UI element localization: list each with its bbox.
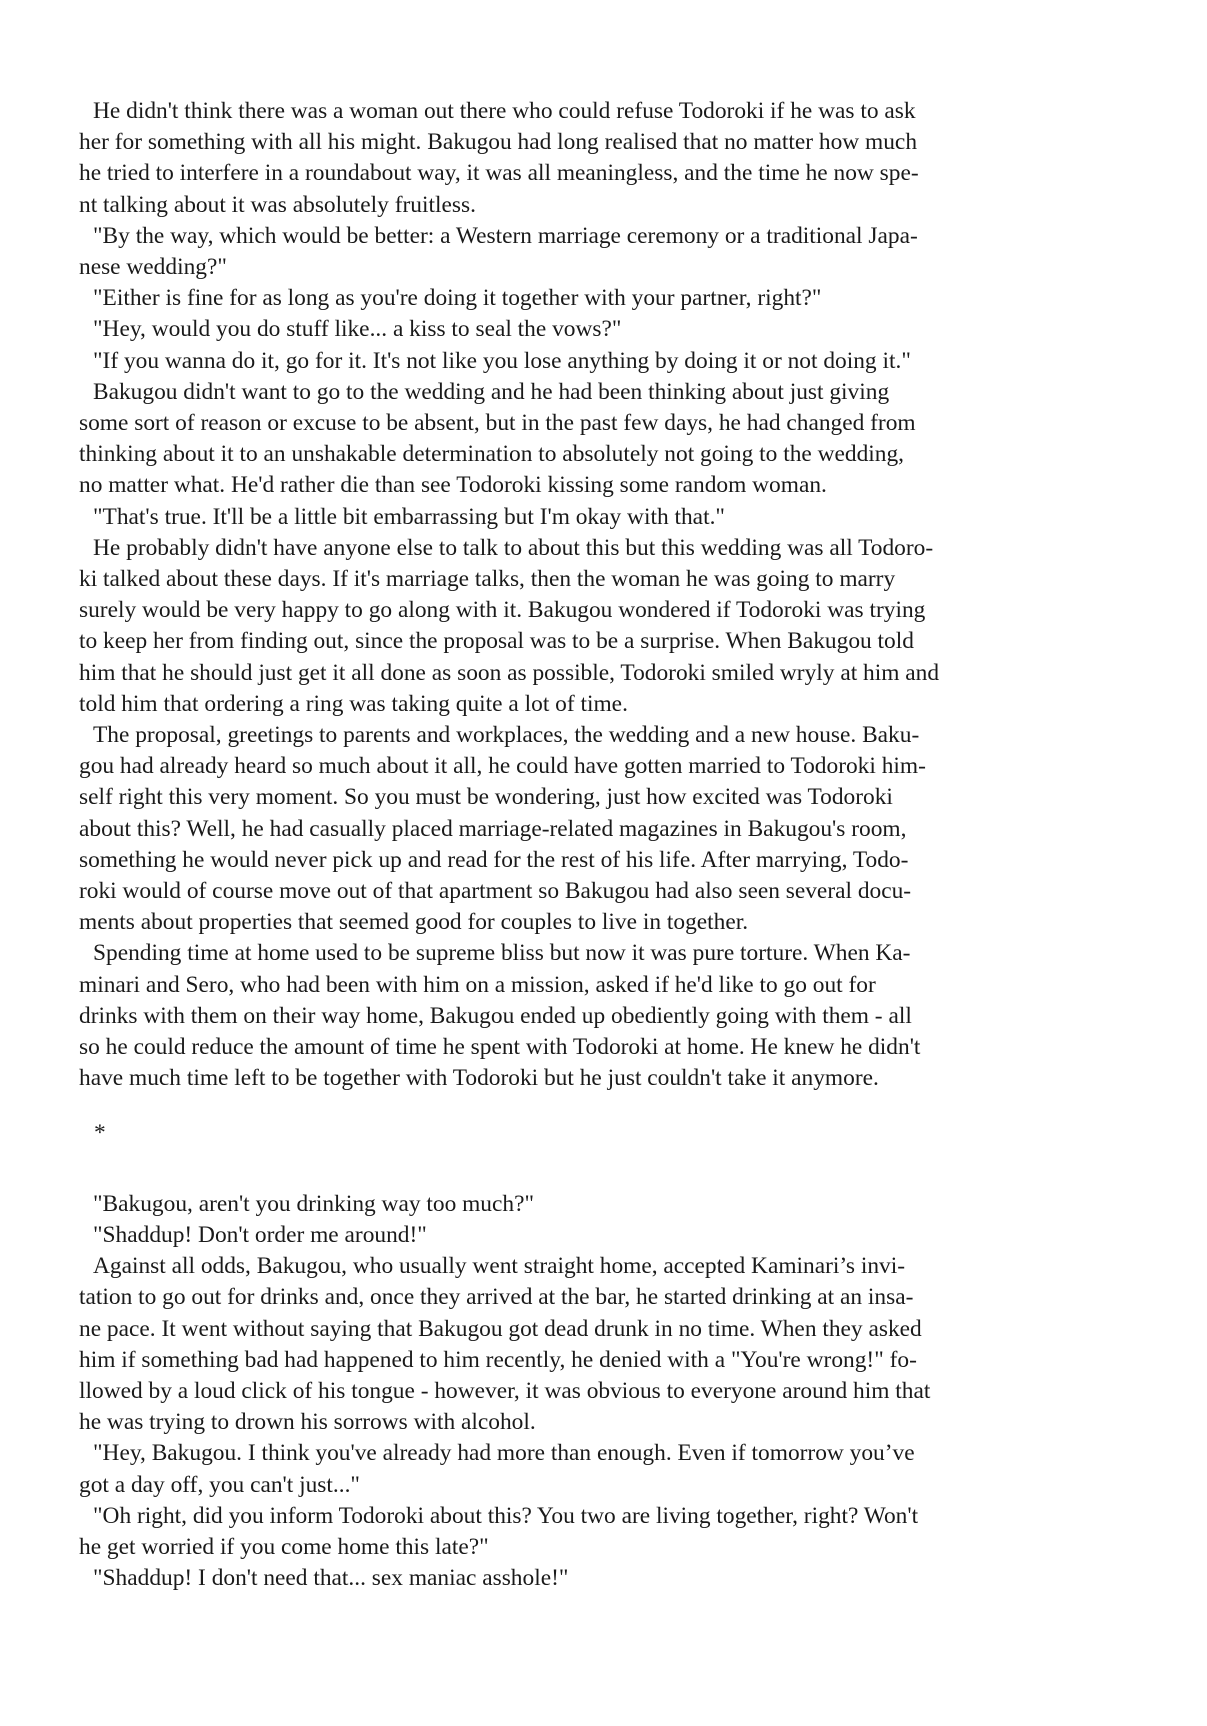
text-line: "Hey, would you do stuff like... a kiss to seal the vows?": [93, 316, 622, 343]
text-line: no matter what. He'd rather die than see Todoroki kissing some random woman.: [79, 472, 827, 499]
text-line: He probably didn't have anyone else to talk to about this but this wedding was all Todoro-: [93, 534, 934, 561]
paragraph: [79, 720, 1127, 938]
text-line: ki talked about these days. If it's marriage talks, then the woman he was going to marry: [79, 566, 896, 593]
text-line: so he could reduce the amount of time he spent with Todoroki at home. He knew he didn't: [79, 1034, 921, 1061]
text-section-2: [79, 1189, 1127, 1595]
text-line: llowed by a loud click of his tongue - however, it was obvious to everyone around him that: [79, 1377, 931, 1404]
paragraph: [79, 1563, 1127, 1594]
paragraph: [79, 283, 1127, 314]
paragraph: [79, 221, 1127, 283]
text-line: him if something bad had happened to him recently, he denied with a "You're wrong!" fo-: [79, 1346, 917, 1373]
paragraph: [79, 533, 1127, 720]
text-line: surely would be very happy to go along with it. Bakugou wondered if Todoroki was trying: [79, 597, 926, 624]
text-line: something he would never pick up and read for the rest of his life. After marrying, Todo-: [79, 846, 909, 873]
text-line: he was trying to drown his sorrows with alcohol.: [79, 1409, 536, 1436]
text-line: some sort of reason or excuse to be absent, but in the past few days, he had changed from: [79, 410, 916, 437]
paragraph: [79, 1189, 1127, 1220]
text-line: have much time left to be together with Todoroki but he just couldn't take it anymore.: [79, 1065, 879, 1092]
paragraph: [79, 314, 1127, 345]
text-line: Spending time at home used to be supreme bliss but now it was pure torture. When Ka-: [93, 940, 911, 967]
text-line: nese wedding?": [79, 254, 227, 281]
paragraph: [79, 1251, 1127, 1438]
text-line: "By the way, which would be better: a Western marriage ceremony or a traditional Japa-: [93, 222, 918, 249]
text-line: her for something with all his might. Bakugou had long realised that no matter how much: [79, 129, 918, 156]
text-line: tation to go out for drinks and, once they arrived at the bar, he started drinking at an insa-: [79, 1284, 914, 1311]
paragraph: [79, 96, 1127, 221]
text-line: about this? Well, he had casually placed marriage-related magazines in Bakugou's room,: [79, 815, 907, 842]
text-line: drinks with them on their way home, Bakugou ended up obediently going with them - all: [79, 1002, 912, 1029]
text-line: Against all odds, Bakugou, who usually went straight home, accepted Kaminari’s invi-: [93, 1253, 906, 1280]
text-line: "Shaddup! Don't order me around!": [93, 1221, 427, 1248]
paragraph: [79, 377, 1127, 502]
text-line: to keep her from finding out, since the proposal was to be a surprise. When Bakugou told: [79, 628, 914, 655]
document-page: [79, 96, 1127, 1594]
text-line: minari and Sero, who had been with him on a mission, asked if he'd like to go out for: [79, 971, 876, 998]
text-line: Bakugou didn't want to go to the wedding and he had been thinking about just giving: [93, 378, 890, 405]
text-line: ne pace. It went without saying that Bakugou got dead drunk in no time. When they asked: [79, 1315, 922, 1342]
text-line: "Shaddup! I don't need that... sex maniac asshole!": [93, 1565, 569, 1592]
paragraph: [79, 346, 1127, 377]
text-line: he get worried if you come home this late?": [79, 1533, 489, 1560]
text-line: self right this very moment. So you must be wondering, just how excited was Todoroki: [79, 784, 893, 811]
text-line: "Oh right, did you inform Todoroki about this? You two are living together, right? Won't: [93, 1502, 919, 1529]
text-line: "If you wanna do it, go for it. It's not like you lose anything by doing it or not doing it.": [93, 347, 911, 374]
scene-break: *: [94, 1119, 106, 1146]
text-line: he tried to interfere in a roundabout way, it was all meaningless, and the time he now spe-: [79, 160, 919, 187]
text-line: told him that ordering a ring was taking quite a lot of time.: [79, 690, 628, 717]
text-line: ments about properties that seemed good for couples to live in together.: [79, 909, 749, 936]
paragraph: [79, 1501, 1127, 1563]
paragraph: [79, 1220, 1127, 1251]
paragraph: [79, 1438, 1127, 1500]
text-line: "Either is fine for as long as you're doing it together with your partner, right?": [93, 285, 822, 312]
text-line: He didn't think there was a woman out there who could refuse Todoroki if he was to ask: [93, 98, 916, 124]
text-line: thinking about it to an unshakable determination to absolutely not going to the wedding,: [79, 441, 905, 468]
paragraph: [79, 938, 1127, 1094]
text-line: nt talking about it was absolutely fruitless.: [79, 191, 476, 218]
paragraph: [79, 502, 1127, 533]
text-line: roki would of course move out of that apartment so Bakugou had also seen several docu-: [79, 878, 912, 905]
text-line: "That's true. It'll be a little bit embarrassing but I'm okay with that.": [93, 503, 725, 530]
text-line: The proposal, greetings to parents and workplaces, the wedding and a new house. Baku-: [93, 722, 920, 749]
text-line: got a day off, you can't just...": [79, 1471, 360, 1498]
text-line: "Hey, Bakugou. I think you've already had more than enough. Even if tomorrow you’ve: [93, 1440, 915, 1467]
text-line: gou had already heard so much about it all, he could have gotten married to Todoroki him-: [79, 753, 926, 780]
text-line: him that he should just get it all done as soon as possible, Todoroki smiled wryly at him and: [79, 659, 940, 686]
text-section-1: [79, 96, 1127, 1095]
text-line: "Bakugou, aren't you drinking way too much?": [93, 1190, 535, 1217]
